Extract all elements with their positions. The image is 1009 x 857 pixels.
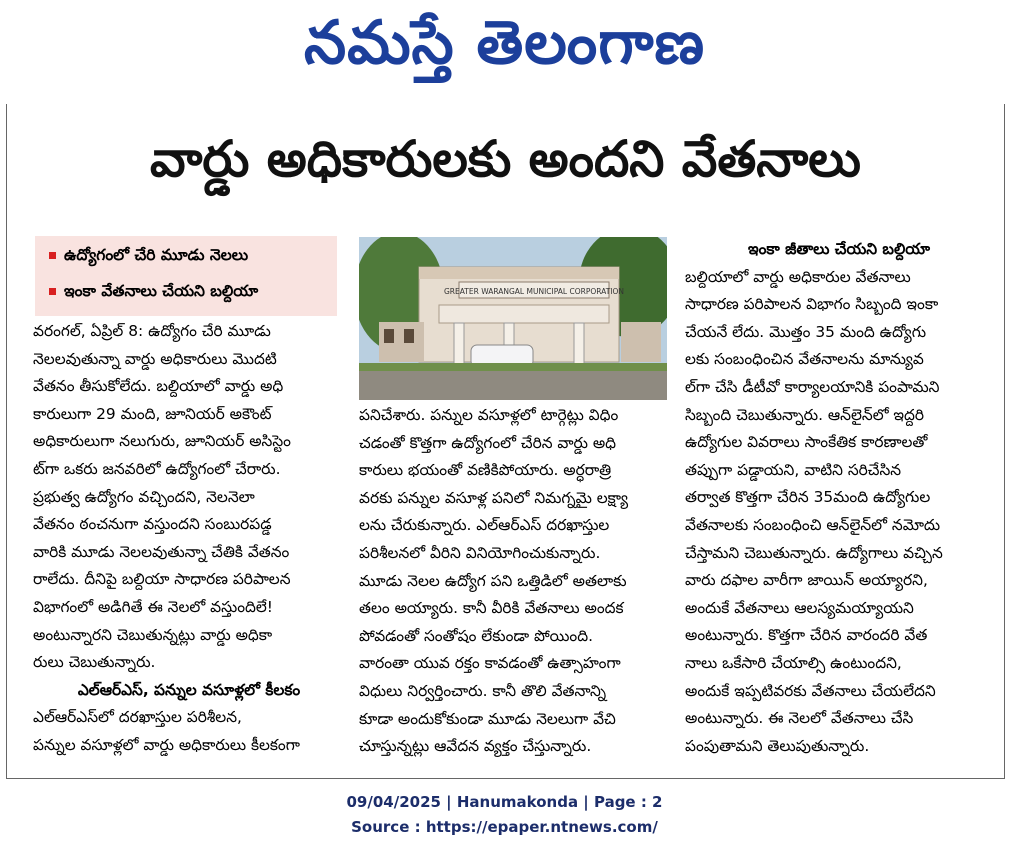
body-line: చూస్తున్నట్లు ఆవేదన వ్యక్తం చేస్తున్నారు.	[359, 737, 592, 756]
highlight-item	[49, 282, 258, 304]
body-line: రాలేదు. దీనిపై బల్దియా సాధారణ పరిపాలన	[33, 570, 291, 589]
bullet-icon	[49, 288, 56, 295]
body-line: తలం అయ్యారు. కానీ వీరికి వేతనాలు అందక	[359, 599, 624, 618]
body-line: ఎల్‌ఆర్‌ఎస్‌లో దరఖాస్తుల పరిశీలన,	[33, 708, 242, 727]
signboard-text: GREATER WARANGAL MUNICIPAL CORPORATION	[443, 287, 625, 296]
body-line: వరంగల్, ఏప్రిల్ 8: ఉద్యోగం చేరి మూడు	[33, 322, 271, 340]
body-line: వేతనం తీసుకోలేదు. బల్దియాలో వార్డు అధి	[33, 377, 284, 396]
body-line: పంపుతామని తెలుపుతున్నారు.	[685, 736, 870, 755]
body-line: అంటున్నారు. కొత్తగా చేరిన వారందరి వేత	[685, 626, 928, 645]
bullet-icon	[49, 252, 56, 259]
body-line: లను చేరుకున్నారు. ఎల్‌ఆర్‌ఎస్ దరఖాస్తుల	[359, 516, 610, 535]
body-line: చేయనే లేదు. మొత్తం 35 మంది ఉద్యోగు	[685, 322, 927, 341]
body-line: ప్రభుత్వ ఉద్యోగం వచ్చిందని, నెలనెలా	[33, 487, 255, 506]
body-line: కారులుగా 29 మంది, జూనియర్ అకౌంట్	[33, 404, 272, 423]
body-line: వేతనం ఠంచనుగా వస్తుందని సంబురపడ్డ	[33, 515, 272, 534]
article-column-2	[359, 402, 669, 761]
building-photo	[359, 237, 667, 400]
body-line: ఉద్యోగుల వివరాలు సాంకేతిక కారణాలతో	[685, 433, 928, 452]
body-line: నెలలవుతున్నా వార్డు అధికారులు మొదటి	[33, 349, 277, 368]
body-line: ట్‌గా ఒకరు జనవరిలో ఉద్యోగంలో చేరారు.	[33, 459, 281, 478]
body-line: రులు చెబుతున్నారు.	[33, 653, 156, 672]
body-line: అంటున్నారు. ఈ నెలలో వేతనాలు చేసి	[685, 709, 914, 728]
highlight-text: ఇంకా వేతనాలు చేయని బల్దియా	[64, 282, 259, 300]
body-line: వరకు పన్నుల వసూళ్ల పనిలో నిమగ్నమై లక్ష్యా	[359, 488, 629, 507]
body-line: పనిచేశారు. పన్నుల వసూళ్లలో టార్గెట్లు విధిం	[359, 406, 619, 424]
body-line: కూడా అందుకోకుండా మూడు నెలలుగా వేచి	[359, 709, 616, 728]
municipal-building-image	[359, 237, 667, 400]
body-line: అందుకే వేతనాలు ఆలస్యమయ్యాయని	[685, 598, 914, 617]
source-credit: Source : https://epaper.ntnews.com/	[351, 818, 658, 836]
body-line: అధికారులుగా నలుగురు, జూనియర్ అసిస్టెం	[33, 432, 291, 451]
body-line: లకు సంబంధించిన వేతనాలను మాన్యువ	[685, 350, 924, 369]
masthead	[0, 0, 1009, 100]
body-line: బల్దియాలో వార్డు అధికారుల వేతనాలు	[685, 267, 911, 286]
body-line: సిబ్బంది చెబుతున్నారు. ఆన్‌లైన్‌లో ఇద్దరి	[685, 405, 925, 424]
body-line: పోవడంతో సంతోషం లేకుండా పోయింది.	[359, 626, 593, 645]
body-line: తర్వాత కొత్తగా చేరిన 35మంది ఉద్యోగుల	[685, 488, 931, 507]
body-line: చేస్తామని చెబుతున్నారు. ఉద్యోగాలు వచ్చిన	[685, 543, 943, 562]
body-line: పరిశీలనలో వీరిని వినియోగించుకున్నారు.	[359, 543, 601, 562]
article-headline: వార్డు అధికారులకు అందని వేతనాలు	[150, 130, 861, 188]
article-column-1	[33, 318, 345, 760]
body-line: వేతనాలకు సంబంధించి ఆన్‌లైన్‌లో నమోదు	[685, 515, 941, 534]
highlight-item	[49, 246, 248, 268]
body-line: తప్పుగా పడ్డాయని, వాటిని సరిచేసిన	[685, 460, 902, 479]
page-info: 09/04/2025 | Hanumakonda | Page : 2	[346, 793, 663, 811]
subheading: ఎల్‌ఆర్‌ఎస్, పన్నుల వసూళ్లలో కీలకం	[77, 680, 301, 699]
article-column-3	[685, 236, 993, 760]
body-line: విభాగంలో అడిగితే ఈ నెలలో వస్తుందిలే!	[33, 597, 273, 616]
subheading: ఇంకా జీతాలు చేయని బల్దియా	[748, 240, 930, 258]
highlight-text: ఉద్యోగంలో చేరి మూడు నెలలు	[64, 246, 249, 264]
newspaper-logo: నమస్తే తెలంగాణ	[303, 8, 706, 78]
body-line: వారంతా యువ రక్తం కావడంతో ఉత్సాహంగా	[359, 654, 621, 673]
body-line: మూడు నెలల ఉద్యోగ పని ఒత్తిడిలో అతలాకు	[359, 571, 627, 590]
body-line: అందుకే ఇప్పటివరకు వేతనాలు చేయలేదని	[685, 681, 936, 700]
body-line: వారికి మూడు నెలలవుతున్నా చేతికి వేతనం	[33, 542, 290, 561]
highlights-box	[35, 236, 337, 316]
body-line: కారులు భయంతో వణికిపోయారు. అర్ధరాత్రి	[359, 461, 612, 480]
body-line: చడంతో కొత్తగా ఉద్యోగంలో చేరిన వార్డు అధి	[359, 433, 617, 452]
body-line: సాధారణ పరిపాలన విభాగం సిబ్బంది ఇంకా	[685, 295, 939, 314]
body-line: అంటున్నారని చెబుతున్నట్లు వార్డు అధికా	[33, 625, 273, 644]
body-line: విధులు నిర్వర్తించారు. కానీ తొలి వేతనాన్ని	[359, 681, 607, 700]
body-line: వారు దఫాల వారీగా జాయిన్ అయ్యారని,	[685, 571, 928, 590]
body-line: నాలు ఒకేసారి చేయాల్సి ఉంటుందని,	[685, 653, 902, 672]
body-line: పన్నుల వసూళ్లలో వార్డు అధికారులు కీలకంగా	[33, 735, 300, 754]
article-clipping	[6, 104, 1005, 779]
body-line: ల్‌గా చేసి డీటీవో కార్యాలయానికి పంపామని	[685, 377, 940, 396]
